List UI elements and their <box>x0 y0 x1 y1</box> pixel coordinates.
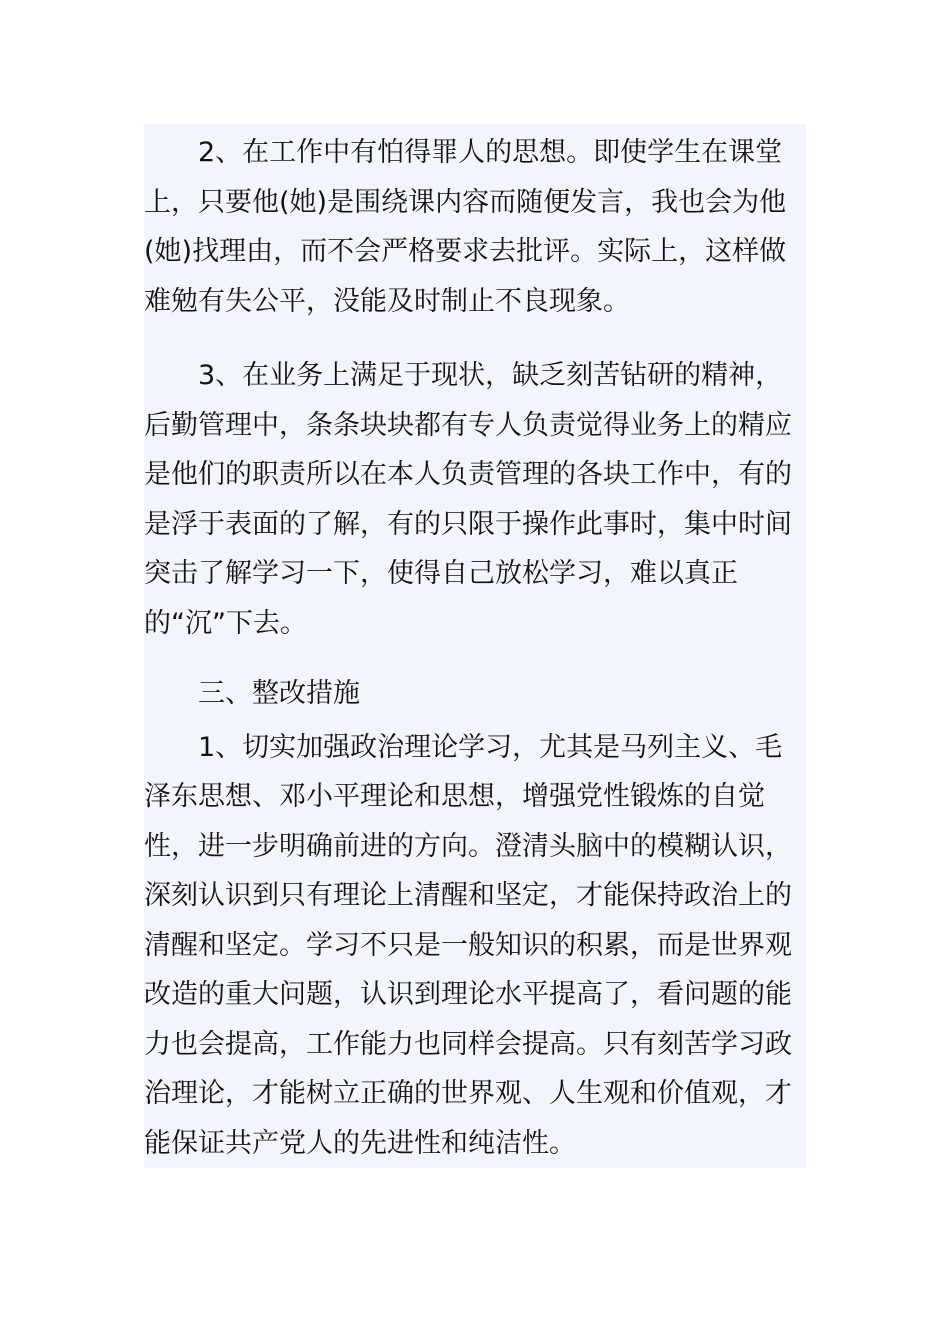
document-body <box>144 124 806 1168</box>
section-heading: 三、整改措施 <box>198 678 360 709</box>
paragraph-item-2: 2、在工作中有怕得罪人的思想。即使学生在课堂上，只要他(她)是围绕课内容而随便发言，我也会为他(她)找理由，而不会严格要求去批评。实际上，这样做难勉有失公平，没能及时制止不良现象。 <box>144 137 787 317</box>
section-paragraph-1: 1、切实加强政治理论学习，尤其是马列主义、毛泽东思想、邓小平理论和思想，增强党性锻炼的自觉性，进一步明确前进的方向。澄清头脑中的模糊认识，深刻认识到只有理论上清醒和坚定，才能保持政治上的清醒和坚定。学习不只是一般知识的积累，而是世界观改造的重大问题，认识到理论水平提高了，看问题的能力也会提高，工作能力也同样会提高。只有刻苦学习政治理论，才能树立正确的世界观、人生观和价值观，才能保证共产党人的先进性和纯洁性。 <box>144 731 792 1159</box>
paragraph-item-3: 3、在业务上满足于现状，缺乏刻苦钻研的精神，后勤管理中，条条块块都有专人负责觉得业务上的精应是他们的职责所以在本人负责管理的各块工作中，有的是浮于表面的了解，有的只限于操作此事时，集中时间突击了解学习一下，使得自己放松学习，难以真正的“沉”下去。 <box>144 360 792 639</box>
